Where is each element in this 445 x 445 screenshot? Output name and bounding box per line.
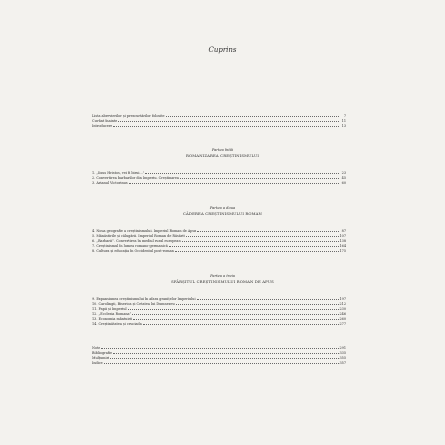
toc-entry-text: 10. Carolingii, Biserica și Cetatea lui Dumnezeu	[92, 302, 175, 306]
toc-entry-page: 107	[339, 234, 346, 238]
toc-entry-page: 357	[339, 361, 346, 365]
leader-dots	[176, 302, 339, 305]
toc-entry-text: 12. „Ecclesia Romana”	[92, 312, 132, 316]
toc-entry	[92, 322, 346, 330]
leader-dots	[118, 119, 339, 122]
toc-entry-page: 138	[339, 239, 346, 243]
toc-entry	[92, 361, 346, 369]
leader-dots	[182, 239, 339, 242]
part-label: Partea a treia	[210, 274, 235, 278]
toc-entry-text: 13. Economia mântuirii	[92, 317, 133, 321]
toc-entry-text: 3. Arianul Victorinus	[92, 181, 128, 185]
part-label: Partea a doua	[209, 206, 236, 210]
toc-entry-page: 335	[339, 351, 346, 355]
leader-dots	[110, 356, 338, 359]
toc-entry-text: Lista abrevierilor și prescurtărilor folosite	[92, 114, 165, 118]
leader-dots	[180, 176, 339, 179]
part-label: Partea întâi	[211, 148, 234, 152]
toc-entry-page: 11	[341, 119, 346, 123]
leader-dots	[113, 351, 338, 354]
toc-entry-text: 11. Papii și Imperiul	[92, 307, 127, 311]
toc-entry-page: 23	[341, 171, 346, 175]
toc-entry-page: 260	[339, 317, 346, 321]
toc-entry-page: 197	[339, 297, 346, 301]
toc-entry-text: 5. Mănăstirile și călugării. Imperiul Roman de Răsărit	[92, 234, 185, 238]
toc-entry-page: 45	[341, 176, 346, 180]
toc-entry-page: 13	[341, 124, 346, 128]
toc-entry	[92, 124, 346, 132]
leader-dots	[186, 234, 339, 237]
leader-dots	[132, 312, 338, 315]
toc-entry-page: 277	[339, 322, 346, 326]
leader-dots	[166, 114, 339, 117]
toc-entry-text: Indice	[92, 361, 103, 365]
toc-entry-text: 1. „Iisus Hristos, vei fi birui...”	[92, 171, 145, 175]
part-title: SFÂRȘITUL CREȘTINISMULUI ROMAN DE APUS	[171, 279, 274, 284]
leader-dots	[197, 297, 339, 300]
toc-entry	[92, 249, 346, 257]
toc-entry-text: Introducere	[92, 124, 113, 128]
toc-entry-page: 7	[343, 114, 346, 118]
leader-dots	[133, 317, 338, 320]
part-title: ROMANIZAREA CREȘTINISMULUI	[186, 153, 259, 158]
toc-entry-text: Cuvânt înainte	[92, 119, 118, 123]
leader-dots	[169, 244, 339, 247]
toc-entry	[92, 181, 346, 189]
leader-dots	[101, 346, 338, 349]
toc-entry-page: 212	[339, 302, 346, 306]
toc-entry-page: 246	[339, 312, 346, 316]
toc-entry-page: 291	[339, 346, 346, 350]
toc-entry-page: 230	[339, 307, 346, 311]
toc-entry-page: 164	[339, 244, 346, 248]
leader-dots	[113, 124, 339, 127]
leader-dots	[145, 171, 339, 174]
leader-dots	[104, 361, 339, 364]
toc-entry-text: Bibliografie	[92, 351, 113, 355]
toc-entry-text: 2. Convertirea barbarilor din Imperiu. Creștinarea	[92, 176, 179, 180]
leader-dots	[143, 322, 339, 325]
part-title: CĂDEREA CREȘTINISMULUI ROMAN	[182, 211, 263, 216]
toc-entry-page: 60	[341, 181, 346, 185]
leader-dots	[175, 249, 339, 252]
leader-dots	[197, 229, 339, 232]
toc-entry-page: 87	[341, 229, 346, 233]
toc-entry-text: 9. Expansiunea creștinismului în afara granițelor Imperiului	[92, 297, 196, 301]
toc-entry-page: 175	[339, 249, 346, 253]
toc-entry-text: 6. „Barbarii”. Convertirea în mediul rural european	[92, 239, 181, 243]
toc-entry-text: 14. Creștinătatea și cruciada	[92, 322, 142, 326]
toc-entry-text: Note	[92, 346, 101, 350]
toc-entry-text: Mulțumiri	[92, 356, 110, 360]
toc-entry-text: 7. Creștinismul în lumea romano-germanică	[92, 244, 168, 248]
leader-dots	[129, 181, 339, 184]
toc-entry-text: 8. Cultura și educația în Occidentul post-roman	[92, 249, 174, 253]
toc-entry-text: 4. Noua geografie a creștinismului. Imperiul Roman de Apus	[92, 229, 197, 233]
page-title: Cuprins	[208, 46, 237, 54]
toc-entry-page: 355	[339, 356, 346, 360]
leader-dots	[128, 307, 339, 310]
